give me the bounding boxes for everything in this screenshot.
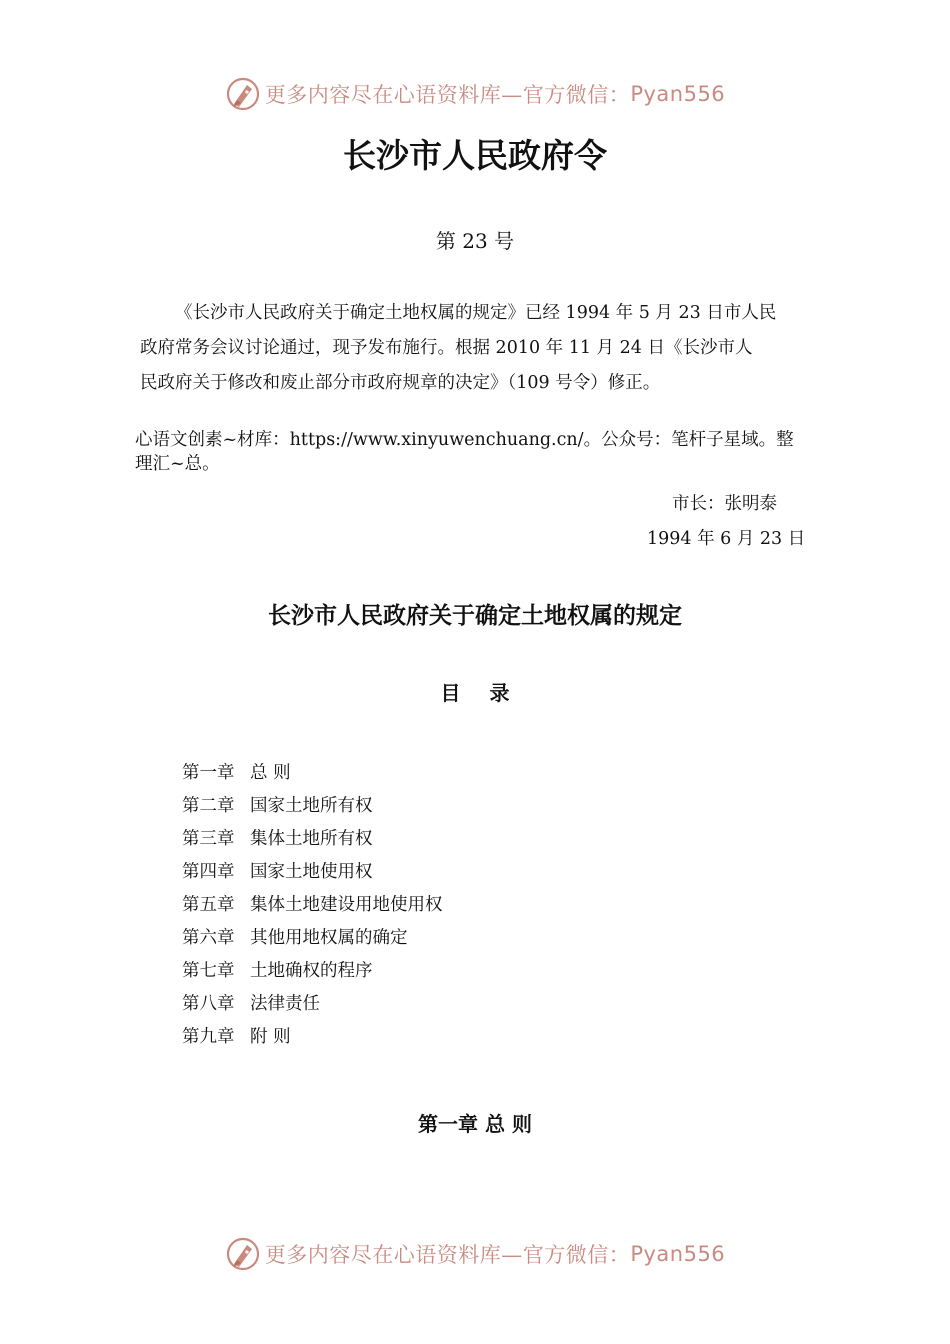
table-of-contents (182, 757, 443, 1054)
banner-wechat-id: Pyan556 (630, 1242, 726, 1266)
mayor-signature: 市长：张明泰 (672, 494, 777, 514)
toc-item (182, 823, 443, 856)
toc-item (182, 955, 443, 988)
order-number: 第 23 号 (435, 229, 515, 253)
toc-chapter-title: 集体土地建设用地使用权 (250, 895, 443, 915)
source-line: 心语文创素~材库：https://www.xinyuwenchuang.cn/。公众号：笔杆子星域。整 (135, 430, 794, 450)
toc-item (182, 790, 443, 823)
chapter-heading: 第一章 总 则 (418, 1112, 532, 1136)
toc-chapter-number: 第三章 (182, 829, 235, 849)
pen-logo-icon (225, 76, 261, 112)
toc-chapter-title: 土地确权的程序 (250, 961, 373, 981)
toc-chapter-title: 集体土地所有权 (250, 829, 373, 849)
banner-text: 更多内容尽在心语资料库—官方微信： (264, 83, 631, 107)
toc-chapter-number: 第一章 (182, 763, 235, 783)
regulation-title: 长沙市人民政府关于确定土地权属的规定 (268, 603, 682, 629)
toc-chapter-title: 法律责任 (250, 994, 320, 1014)
toc-chapter-number: 第四章 (182, 862, 235, 882)
toc-item (182, 1021, 443, 1054)
toc-item (182, 856, 443, 889)
toc-chapter-number: 第二章 (182, 796, 235, 816)
intro-paragraph (140, 296, 820, 401)
source-line: 理汇~总。 (135, 454, 220, 474)
intro-line: 政府常务会议讨论通过，现予发布施行。根据 2010 年 11 月 24 日《长沙市人 (140, 338, 753, 358)
issue-date: 1994 年 6 月 23 日 (647, 529, 806, 549)
footer-banner (0, 1232, 950, 1276)
toc-chapter-title: 其他用地权属的确定 (250, 928, 408, 948)
page-title: 长沙市人民政府令 (343, 136, 607, 175)
banner-wechat-id: Pyan556 (630, 82, 726, 106)
toc-item (182, 757, 443, 790)
toc-chapter-number: 第八章 (182, 994, 235, 1014)
toc-title: 目 录 (440, 681, 510, 705)
toc-chapter-title: 总 则 (250, 763, 291, 783)
intro-line: 民政府关于修改和废止部分市政府规章的决定》（109 号令）修正。 (140, 373, 661, 393)
toc-item (182, 889, 443, 922)
banner-text: 更多内容尽在心语资料库—官方微信： (264, 1243, 631, 1267)
toc-chapter-number: 第九章 (182, 1027, 235, 1047)
toc-chapter-title: 附 则 (250, 1027, 291, 1047)
header-banner (0, 72, 950, 116)
toc-item (182, 988, 443, 1021)
intro-line: 《长沙市人民政府关于确定土地权属的规定》已经 1994 年 5 月 23 日市人民 (175, 303, 777, 323)
pen-logo-icon (225, 1236, 261, 1272)
source-note (135, 428, 825, 476)
toc-chapter-number: 第五章 (182, 895, 235, 915)
toc-chapter-number: 第七章 (182, 961, 235, 981)
toc-chapter-number: 第六章 (182, 928, 235, 948)
toc-chapter-title: 国家土地所有权 (250, 796, 373, 816)
toc-chapter-title: 国家土地使用权 (250, 862, 373, 882)
toc-item (182, 922, 443, 955)
